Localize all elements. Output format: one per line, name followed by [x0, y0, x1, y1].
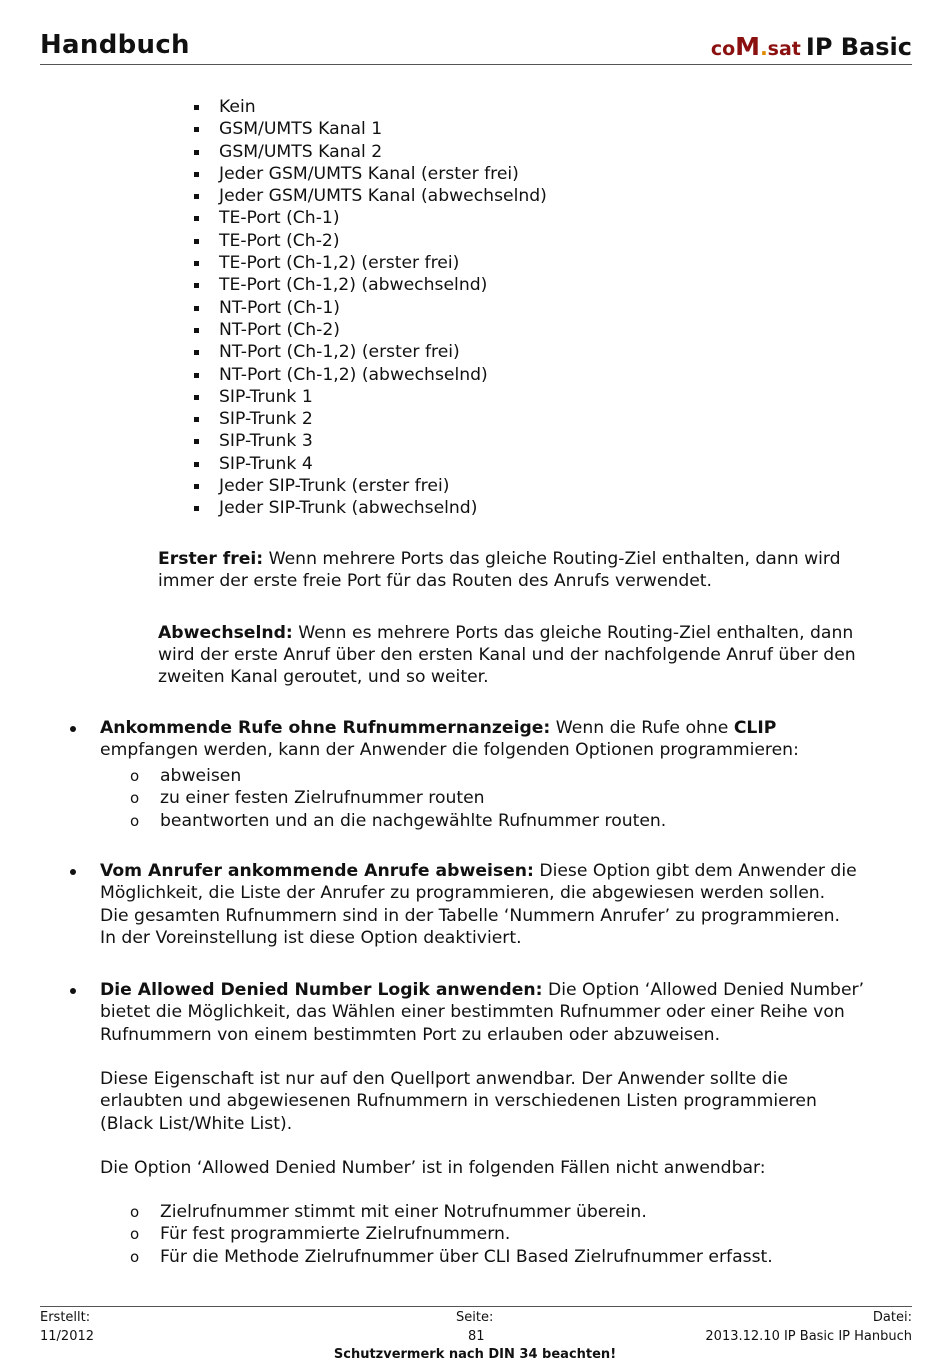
- clip-text: Wenn die Rufe ohne: [550, 718, 734, 738]
- circle-bullet-icon: o: [130, 789, 140, 808]
- allowed-case-item: [130, 1201, 773, 1223]
- port-option-item: Jeder SIP-Trunk (erster frei): [191, 475, 547, 497]
- allowed-line-1: Die Option ‘Allowed Denied Number’: [542, 980, 865, 1000]
- bullet-dot: [70, 869, 76, 875]
- logo-sat: sat: [767, 38, 801, 60]
- port-option-item: SIP-Trunk 3: [191, 430, 547, 452]
- allowed-p2-line-1: Diese Eigenschaft ist nur auf den Quellport anwendbar. Der Anwender sollte die: [100, 1069, 788, 1089]
- allowed-case-item: [130, 1246, 773, 1268]
- bullet-dot: [70, 726, 76, 732]
- clip-keyword: CLIP: [733, 718, 777, 738]
- brand-logo: [711, 32, 912, 61]
- allowed-p2-line-3: (Black List/White List).: [100, 1113, 293, 1134]
- abwechselnd-line-3: zweiten Kanal geroutet, und so weiter.: [158, 667, 489, 688]
- port-option-item: GSM/UMTS Kanal 1: [191, 118, 547, 140]
- port-option-list: [191, 96, 547, 520]
- erster-frei-paragraph: [158, 548, 841, 592]
- clip-section: [100, 717, 799, 762]
- logo-m: M: [735, 32, 761, 61]
- port-option-item: SIP-Trunk 1: [191, 386, 547, 408]
- port-option-item: TE-Port (Ch-1): [191, 207, 547, 229]
- clip-option-item: [130, 787, 666, 809]
- erster-frei-term: Erster frei:: [158, 549, 264, 569]
- allowed-p3-line: Die Option ‘Allowed Denied Number’ ist in folgenden Fällen nicht anwendbar:: [100, 1158, 766, 1178]
- port-option-item: NT-Port (Ch-1): [191, 297, 547, 319]
- abwechselnd-line-2: wird der erste Anruf über den ersten Kanal und der nachfolgende Anruf über den: [158, 645, 856, 666]
- port-option-item: NT-Port (Ch-2): [191, 319, 547, 341]
- footer-created-label: Erstellt:: [40, 1310, 91, 1325]
- page-header: [40, 28, 912, 65]
- abwechselnd-line-1: Wenn es mehrere Ports das gleiche Routing-Ziel enthalten, dann: [292, 623, 854, 643]
- abwechselnd-term: Abwechselnd:: [158, 623, 293, 643]
- footer-protection-note: Schutzvermerk nach DIN 34 beachten!: [333, 1347, 617, 1362]
- port-option-item: Jeder GSM/UMTS Kanal (abwechselnd): [191, 185, 547, 207]
- allowed-case-item-text: Für fest programmierte Zielrufnummern.: [160, 1224, 511, 1245]
- allowed-paragraph-3: [100, 1157, 766, 1179]
- product-name: IP Basic: [805, 33, 912, 61]
- clip-option-item: [130, 765, 666, 787]
- port-option-item: GSM/UMTS Kanal 2: [191, 141, 547, 163]
- circle-bullet-icon: o: [130, 1247, 140, 1266]
- port-option-item: Jeder SIP-Trunk (abwechselnd): [191, 497, 547, 519]
- allowed-case-item: [130, 1223, 773, 1245]
- circle-bullet-icon: o: [130, 767, 140, 785]
- footer-page-label: Seite:: [456, 1310, 494, 1325]
- circle-bullet-icon: o: [130, 811, 140, 830]
- port-option-item: Kein: [191, 96, 547, 118]
- logo-dot: .: [760, 36, 768, 60]
- allowed-line-2: bietet die Möglichkeit, das Wählen einer bestimmten Rufnummer oder einer Reihe von: [100, 1002, 845, 1023]
- erster-frei-line-1: Wenn mehrere Ports das gleiche Routing-Ziel enthalten, dann wird: [263, 549, 841, 569]
- circle-bullet-icon: o: [130, 1203, 140, 1221]
- clip-option-item: [130, 810, 666, 832]
- port-option-item: TE-Port (Ch-2): [191, 230, 547, 252]
- footer-file-label: Datei:: [872, 1310, 912, 1325]
- allowed-term: Die Allowed Denied Number Logik anwenden:: [100, 980, 543, 1000]
- allowed-line-3: Rufnummern von einem bestimmten Port zu erlauben oder abzuweisen.: [100, 1024, 721, 1045]
- reject-line-1: Diese Option gibt dem Anwender die: [533, 861, 857, 881]
- allowed-case-item-text: Zielrufnummer stimmt mit einer Notrufnummer überein.: [160, 1202, 647, 1222]
- clip-term: Ankommende Rufe ohne Rufnummernanzeige:: [100, 718, 551, 738]
- clip-line-2: empfangen werden, kann der Anwender die folgenden Optionen programmieren:: [100, 740, 799, 761]
- port-option-item: NT-Port (Ch-1,2) (erster frei): [191, 341, 547, 363]
- footer-page-value: 81: [468, 1329, 485, 1344]
- abwechselnd-paragraph: [158, 622, 856, 689]
- bullet-dot: [70, 988, 76, 994]
- port-option-item: Jeder GSM/UMTS Kanal (erster frei): [191, 163, 547, 185]
- footer-divider: [40, 1306, 912, 1307]
- reject-line-3: Die gesamten Rufnummern sind in der Tabelle ‘Nummern Anrufer’ zu programmieren.: [100, 905, 840, 926]
- header-title: Handbuch: [40, 30, 190, 60]
- clip-option-list: [130, 765, 666, 832]
- port-option-item: SIP-Trunk 2: [191, 408, 547, 430]
- footer-created-value: 11/2012: [40, 1329, 95, 1344]
- logo-co: co: [710, 38, 736, 60]
- footer-file-value: 2013.12.10 IP Basic IP Hanbuch: [705, 1329, 912, 1344]
- allowed-case-list: [130, 1201, 773, 1268]
- erster-frei-line-2: immer der erste freie Port für das Routen des Anrufs verwendet.: [158, 571, 713, 592]
- circle-bullet-icon: o: [130, 1225, 140, 1244]
- allowed-section: [100, 979, 864, 1046]
- port-option-item: TE-Port (Ch-1,2) (erster frei): [191, 252, 547, 274]
- reject-line-2: Möglichkeit, die Liste der Anrufer zu programmieren, die abgewiesen werden sollen.: [100, 883, 826, 904]
- reject-section: [100, 860, 857, 949]
- port-option-item: NT-Port (Ch-1,2) (abwechselnd): [191, 364, 547, 386]
- reject-term: Vom Anrufer ankommende Anrufe abweisen:: [100, 861, 534, 881]
- port-option-item: SIP-Trunk 4: [191, 453, 547, 475]
- clip-option-item-text: abweisen: [160, 766, 242, 786]
- port-option-item: TE-Port (Ch-1,2) (abwechselnd): [191, 274, 547, 296]
- reject-line-4: In der Voreinstellung ist diese Option deaktiviert.: [100, 927, 522, 948]
- allowed-p2-line-2: erlaubten und abgewiesenen Rufnummern in verschiedenen Listen programmieren: [100, 1091, 817, 1112]
- clip-option-item-text: beantworten und an die nachgewählte Rufnummer routen.: [160, 810, 667, 831]
- clip-option-item-text: zu einer festen Zielrufnummer routen: [160, 788, 485, 809]
- allowed-paragraph-2: [100, 1068, 817, 1135]
- allowed-case-item-text: Für die Methode Zielrufnummer über CLI Based Zielrufnummer erfasst.: [160, 1246, 773, 1267]
